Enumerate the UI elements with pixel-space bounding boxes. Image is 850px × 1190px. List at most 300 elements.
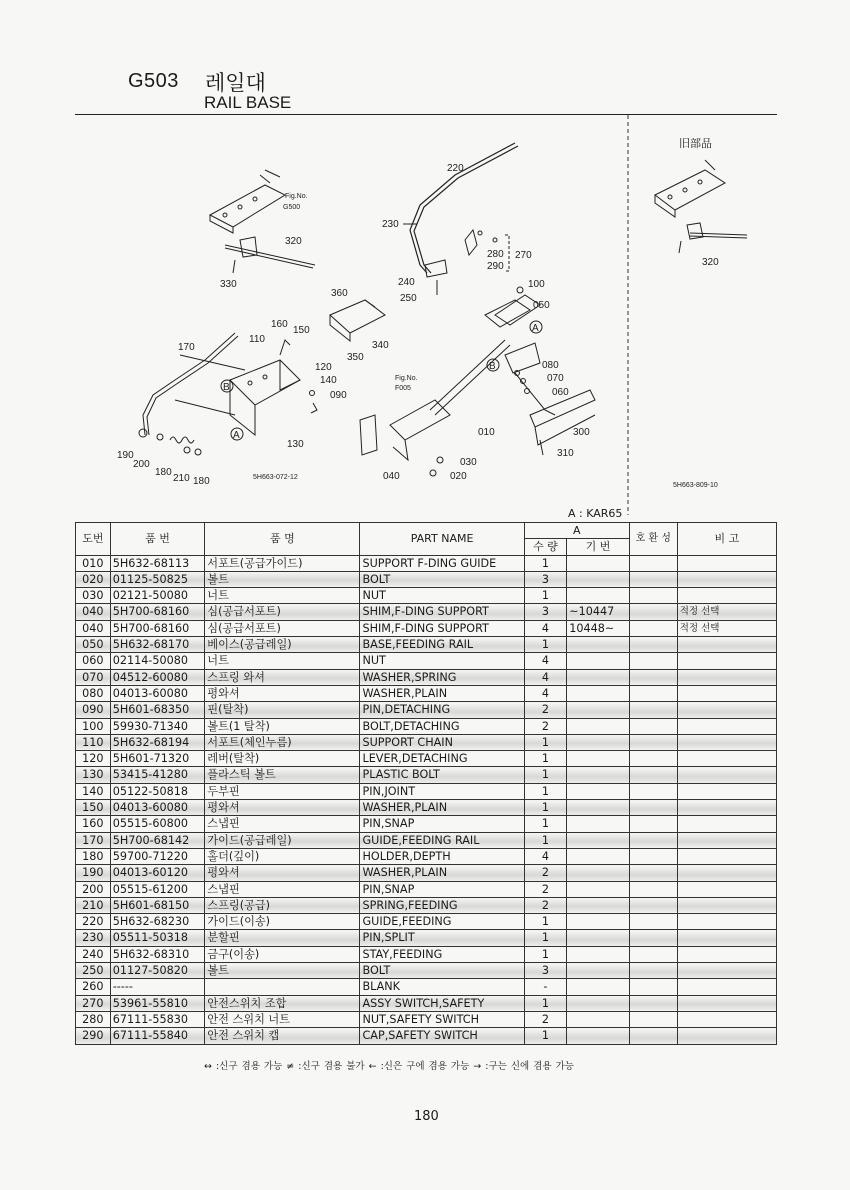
cell-serial bbox=[567, 816, 630, 832]
cell-serial bbox=[567, 865, 630, 881]
cell-remarks bbox=[677, 963, 776, 979]
cell-exchange bbox=[629, 995, 677, 1011]
cell-part-no: 5H632-68194 bbox=[110, 734, 205, 750]
cell-part-no: 5H601-68150 bbox=[110, 897, 205, 913]
cell-qty: 3 bbox=[524, 963, 567, 979]
cell-part-name: WASHER,PLAIN bbox=[360, 800, 524, 816]
cell-name-ko: 스냅핀 bbox=[205, 881, 360, 897]
cell-remarks bbox=[677, 946, 776, 962]
cell-part-name: SHIM,F-DING SUPPORT bbox=[360, 620, 524, 636]
cell-part-name: SPRING,FEEDING bbox=[360, 897, 524, 913]
cell-part-name: HOLDER,DEPTH bbox=[360, 848, 524, 864]
cell-remarks bbox=[677, 979, 776, 995]
table-row bbox=[76, 995, 777, 1011]
cell-part-name: WASHER,PLAIN bbox=[360, 685, 524, 701]
cell-remarks bbox=[677, 914, 776, 930]
table-row bbox=[76, 637, 777, 653]
header-serial: 기 번 bbox=[567, 539, 630, 555]
cell-ref-no: 050 bbox=[76, 637, 111, 653]
cell-exchange bbox=[629, 718, 677, 734]
svg-text:060: 060 bbox=[552, 387, 569, 398]
parts-table bbox=[75, 522, 777, 1045]
cell-qty: 1 bbox=[524, 637, 567, 653]
cell-part-name: GUIDE,FEEDING bbox=[360, 914, 524, 930]
cell-name-ko: 심(공급서포트) bbox=[205, 604, 360, 620]
svg-text:360: 360 bbox=[331, 288, 348, 299]
cell-name-ko: 분할핀 bbox=[205, 930, 360, 946]
cell-serial bbox=[567, 1011, 630, 1027]
svg-text:130: 130 bbox=[287, 439, 304, 450]
cell-qty: 1 bbox=[524, 751, 567, 767]
cell-part-name: PIN,DETACHING bbox=[360, 702, 524, 718]
page-number: 180 bbox=[414, 1109, 439, 1124]
header-no: 도번 bbox=[76, 523, 111, 556]
lever-block bbox=[330, 300, 385, 341]
cell-qty: 1 bbox=[524, 816, 567, 832]
compatibility-legend: ↔ :신구 겸용 가능 ≠ :신구 겸용 불가 ← :신은 구에 겸용 가능 → :구는 신에 겸용 가능 bbox=[204, 1061, 574, 1072]
cell-qty: 1 bbox=[524, 995, 567, 1011]
cell-serial bbox=[567, 637, 630, 653]
cell-remarks bbox=[677, 865, 776, 881]
cell-ref-no: 070 bbox=[76, 669, 111, 685]
cell-remarks bbox=[677, 848, 776, 864]
cell-qty: 3 bbox=[524, 571, 567, 587]
cell-qty: 1 bbox=[524, 800, 567, 816]
table-row bbox=[76, 800, 777, 816]
cell-remarks bbox=[677, 734, 776, 750]
svg-text:070: 070 bbox=[547, 373, 564, 384]
cell-remarks bbox=[677, 832, 776, 848]
cell-part-name: BOLT bbox=[360, 571, 524, 587]
cell-exchange bbox=[629, 914, 677, 930]
cell-name-ko: 금구(이송) bbox=[205, 946, 360, 962]
cell-name-ko: 가이드(이송) bbox=[205, 914, 360, 930]
svg-text:A: A bbox=[532, 323, 539, 334]
cell-part-name: SHIM,F-DING SUPPORT bbox=[360, 604, 524, 620]
cell-qty: 1 bbox=[524, 734, 567, 750]
cell-remarks bbox=[677, 718, 776, 734]
table-row bbox=[76, 751, 777, 767]
table-row bbox=[76, 832, 777, 848]
table-row bbox=[76, 914, 777, 930]
header-qty: 수 량 bbox=[524, 539, 567, 555]
svg-text:350: 350 bbox=[347, 352, 364, 363]
svg-text:210: 210 bbox=[173, 473, 190, 484]
cell-name-ko: 스냅핀 bbox=[205, 816, 360, 832]
cell-remarks bbox=[677, 571, 776, 587]
cell-remarks bbox=[677, 930, 776, 946]
cell-remarks bbox=[677, 1011, 776, 1027]
cell-qty: 2 bbox=[524, 881, 567, 897]
cell-remarks bbox=[677, 767, 776, 783]
svg-text:300: 300 bbox=[573, 427, 590, 438]
cell-name-ko: 서포트(공급가이드) bbox=[205, 555, 360, 571]
cell-exchange bbox=[629, 832, 677, 848]
svg-text:090: 090 bbox=[330, 390, 347, 401]
table-row bbox=[76, 1011, 777, 1027]
cell-ref-no: 220 bbox=[76, 914, 111, 930]
cell-remarks: 적정 선택 bbox=[677, 604, 776, 620]
cell-exchange bbox=[629, 767, 677, 783]
header-group-a: A bbox=[524, 523, 629, 539]
cell-name-ko: 볼트(1 탈착) bbox=[205, 718, 360, 734]
cell-ref-no: 190 bbox=[76, 865, 111, 881]
old-parts-label: 旧部品 bbox=[679, 137, 712, 150]
cell-exchange bbox=[629, 930, 677, 946]
cell-exchange bbox=[629, 702, 677, 718]
cell-part-no: 5H601-68350 bbox=[110, 702, 205, 718]
table-row bbox=[76, 897, 777, 913]
cell-part-no: 05515-60800 bbox=[110, 816, 205, 832]
cell-qty: 4 bbox=[524, 669, 567, 685]
cell-exchange bbox=[629, 571, 677, 587]
plate-assembly-g500 bbox=[210, 170, 315, 273]
table-row bbox=[76, 718, 777, 734]
svg-text:110: 110 bbox=[249, 334, 265, 345]
cell-name-ko: 스프링(공급) bbox=[205, 897, 360, 913]
cell-part-no: 5H700-68160 bbox=[110, 604, 205, 620]
table-row bbox=[76, 620, 777, 636]
cell-qty: 4 bbox=[524, 685, 567, 701]
svg-text:B: B bbox=[223, 382, 230, 393]
cell-serial: 10448~ bbox=[567, 620, 630, 636]
cell-serial bbox=[567, 669, 630, 685]
cell-part-name: BLANK bbox=[360, 979, 524, 995]
cell-exchange bbox=[629, 800, 677, 816]
cell-name-ko: 평와셔 bbox=[205, 800, 360, 816]
cell-part-name: NUT bbox=[360, 653, 524, 669]
cell-name-ko: 두부핀 bbox=[205, 783, 360, 799]
cell-serial bbox=[567, 702, 630, 718]
cell-remarks bbox=[677, 685, 776, 701]
svg-text:340: 340 bbox=[372, 340, 389, 351]
cell-ref-no: 240 bbox=[76, 946, 111, 962]
cell-exchange bbox=[629, 653, 677, 669]
svg-text:150: 150 bbox=[293, 325, 310, 336]
cell-qty: 1 bbox=[524, 767, 567, 783]
cell-name-ko: 평와셔 bbox=[205, 865, 360, 881]
cell-serial bbox=[567, 767, 630, 783]
table-row bbox=[76, 653, 777, 669]
cell-remarks bbox=[677, 751, 776, 767]
cell-serial bbox=[567, 685, 630, 701]
cell-part-name: STAY,FEEDING bbox=[360, 946, 524, 962]
svg-text:230: 230 bbox=[382, 219, 399, 230]
svg-text:200: 200 bbox=[133, 459, 150, 470]
table-row bbox=[76, 702, 777, 718]
cell-part-name: BOLT bbox=[360, 963, 524, 979]
cell-serial: ~10447 bbox=[567, 604, 630, 620]
svg-text:G500: G500 bbox=[283, 204, 301, 211]
cell-remarks bbox=[677, 653, 776, 669]
svg-text:160: 160 bbox=[271, 319, 288, 330]
cell-part-no: 05515-61200 bbox=[110, 881, 205, 897]
cell-serial bbox=[567, 881, 630, 897]
cell-part-name: WASHER,SPRING bbox=[360, 669, 524, 685]
cell-serial bbox=[567, 1028, 630, 1044]
cell-ref-no: 260 bbox=[76, 979, 111, 995]
cell-ref-no: 010 bbox=[76, 555, 111, 571]
cell-remarks bbox=[677, 783, 776, 799]
cell-name-ko: 볼트 bbox=[205, 963, 360, 979]
svg-text:F005: F005 bbox=[395, 385, 411, 392]
cell-exchange bbox=[629, 816, 677, 832]
diagram-svg bbox=[75, 115, 777, 520]
cell-ref-no: 100 bbox=[76, 718, 111, 734]
cell-serial bbox=[567, 571, 630, 587]
svg-text:140: 140 bbox=[320, 375, 337, 386]
table-row bbox=[76, 979, 777, 995]
table-row bbox=[76, 946, 777, 962]
cell-ref-no: 130 bbox=[76, 767, 111, 783]
cell-remarks bbox=[677, 800, 776, 816]
cell-name-ko: 너트 bbox=[205, 653, 360, 669]
cell-part-no: 02114-50080 bbox=[110, 653, 205, 669]
cell-part-no: 5H632-68170 bbox=[110, 637, 205, 653]
cell-ref-no: 030 bbox=[76, 588, 111, 604]
cell-remarks bbox=[677, 669, 776, 685]
cell-serial bbox=[567, 800, 630, 816]
cell-exchange bbox=[629, 669, 677, 685]
cell-exchange bbox=[629, 685, 677, 701]
cell-ref-no: 040 bbox=[76, 604, 111, 620]
svg-text:030: 030 bbox=[460, 457, 477, 468]
svg-text:270: 270 bbox=[515, 250, 532, 261]
cell-remarks: 적정 선택 bbox=[677, 620, 776, 636]
cell-part-no: 04013-60080 bbox=[110, 685, 205, 701]
cell-part-no: 04013-60080 bbox=[110, 800, 205, 816]
cell-name-ko: 서포트(체인누름) bbox=[205, 734, 360, 750]
cell-part-name: PIN,SNAP bbox=[360, 816, 524, 832]
cell-exchange bbox=[629, 588, 677, 604]
cell-ref-no: 170 bbox=[76, 832, 111, 848]
header-name-ko: 품 명 bbox=[205, 523, 360, 556]
cell-name-ko: 홀더(깊이) bbox=[205, 848, 360, 864]
header-part-no: 품 번 bbox=[110, 523, 205, 556]
cell-ref-no: 270 bbox=[76, 995, 111, 1011]
cell-exchange bbox=[629, 1028, 677, 1044]
svg-text:280: 280 bbox=[487, 249, 504, 260]
cell-part-name: CAP,SAFETY SWITCH bbox=[360, 1028, 524, 1044]
svg-text:100: 100 bbox=[528, 279, 545, 290]
cell-serial bbox=[567, 653, 630, 669]
svg-text:010: 010 bbox=[478, 427, 495, 438]
cell-ref-no: 250 bbox=[76, 963, 111, 979]
parts-table-body bbox=[76, 555, 777, 1044]
table-row bbox=[76, 783, 777, 799]
cell-ref-no: 180 bbox=[76, 848, 111, 864]
svg-text:190: 190 bbox=[117, 450, 134, 461]
cell-exchange bbox=[629, 1011, 677, 1027]
svg-text:180: 180 bbox=[193, 476, 210, 487]
cell-ref-no: 280 bbox=[76, 1011, 111, 1027]
svg-text:Fig.No.: Fig.No. bbox=[285, 193, 308, 200]
cell-part-name: PIN,JOINT bbox=[360, 783, 524, 799]
cell-part-name: PIN,SNAP bbox=[360, 881, 524, 897]
cell-exchange bbox=[629, 555, 677, 571]
cell-exchange bbox=[629, 963, 677, 979]
cell-part-name: WASHER,PLAIN bbox=[360, 865, 524, 881]
cell-exchange bbox=[629, 979, 677, 995]
cell-remarks bbox=[677, 816, 776, 832]
cell-part-name: NUT,SAFETY SWITCH bbox=[360, 1011, 524, 1027]
cell-serial bbox=[567, 751, 630, 767]
cell-part-no: 5H700-68142 bbox=[110, 832, 205, 848]
cell-ref-no: 210 bbox=[76, 897, 111, 913]
cell-remarks bbox=[677, 897, 776, 913]
guide-rail-assembly bbox=[143, 333, 317, 435]
cell-qty: 1 bbox=[524, 832, 567, 848]
cell-serial bbox=[567, 734, 630, 750]
cell-part-no: 67111-55830 bbox=[110, 1011, 205, 1027]
cell-serial bbox=[567, 897, 630, 913]
cell-part-name: PLASTIC BOLT bbox=[360, 767, 524, 783]
cell-part-name: BOLT,DETACHING bbox=[360, 718, 524, 734]
cell-qty: 1 bbox=[524, 783, 567, 799]
svg-text:290: 290 bbox=[487, 261, 504, 272]
cell-part-no: 59700-71220 bbox=[110, 848, 205, 864]
table-row bbox=[76, 555, 777, 571]
cell-remarks bbox=[677, 1028, 776, 1044]
svg-text:B: B bbox=[489, 361, 496, 372]
cell-exchange bbox=[629, 637, 677, 653]
svg-text:320: 320 bbox=[702, 257, 719, 268]
table-row bbox=[76, 865, 777, 881]
cell-ref-no: 160 bbox=[76, 816, 111, 832]
cell-exchange bbox=[629, 604, 677, 620]
cell-name-ko: 심(공급서포트) bbox=[205, 620, 360, 636]
cell-name-ko: 스프링 와셔 bbox=[205, 669, 360, 685]
cell-qty: 2 bbox=[524, 897, 567, 913]
cell-serial bbox=[567, 588, 630, 604]
cell-name-ko: 너트 bbox=[205, 588, 360, 604]
cell-ref-no: 290 bbox=[76, 1028, 111, 1044]
svg-text:A: A bbox=[233, 430, 240, 441]
cell-remarks bbox=[677, 588, 776, 604]
cell-part-no: 5H601-71320 bbox=[110, 751, 205, 767]
svg-text:170: 170 bbox=[178, 342, 195, 353]
cell-name-ko: 안전 스위치 너트 bbox=[205, 1011, 360, 1027]
table-row bbox=[76, 848, 777, 864]
cell-remarks bbox=[677, 702, 776, 718]
cell-name-ko: 안전 스위치 캡 bbox=[205, 1028, 360, 1044]
table-row bbox=[76, 881, 777, 897]
cell-qty: 1 bbox=[524, 1028, 567, 1044]
cell-part-name: LEVER,DETACHING bbox=[360, 751, 524, 767]
cell-ref-no: 020 bbox=[76, 571, 111, 587]
cell-remarks bbox=[677, 995, 776, 1011]
cell-exchange bbox=[629, 897, 677, 913]
table-row bbox=[76, 685, 777, 701]
table-row bbox=[76, 734, 777, 750]
cell-name-ko: 플라스틱 볼트 bbox=[205, 767, 360, 783]
cell-ref-no: 110 bbox=[76, 734, 111, 750]
svg-text:040: 040 bbox=[383, 471, 400, 482]
cell-exchange bbox=[629, 881, 677, 897]
exploded-parts-diagram bbox=[75, 115, 777, 520]
cell-part-no: 67111-55840 bbox=[110, 1028, 205, 1044]
cell-qty: 2 bbox=[524, 702, 567, 718]
cell-part-no: 02121-50080 bbox=[110, 588, 205, 604]
cell-qty: 1 bbox=[524, 930, 567, 946]
cell-serial bbox=[567, 832, 630, 848]
cell-ref-no: 090 bbox=[76, 702, 111, 718]
cell-part-name: NUT bbox=[360, 588, 524, 604]
cell-exchange bbox=[629, 734, 677, 750]
section-title-korean: 레일대 bbox=[205, 71, 266, 95]
cell-part-no: 5H632-68230 bbox=[110, 914, 205, 930]
header-part-name: PART NAME bbox=[360, 523, 524, 556]
cell-remarks bbox=[677, 555, 776, 571]
svg-text:Fig.No.: Fig.No. bbox=[395, 375, 418, 382]
cell-qty: 1 bbox=[524, 555, 567, 571]
svg-text:120: 120 bbox=[315, 362, 332, 373]
cell-ref-no: 200 bbox=[76, 881, 111, 897]
cell-serial bbox=[567, 979, 630, 995]
cell-part-no: 04512-60080 bbox=[110, 669, 205, 685]
section-title-english: RAIL BASE bbox=[204, 93, 292, 112]
cell-serial bbox=[567, 963, 630, 979]
cell-part-name: PIN,SPLIT bbox=[360, 930, 524, 946]
cell-qty: 2 bbox=[524, 1011, 567, 1027]
cell-qty: 2 bbox=[524, 718, 567, 734]
cell-qty: 1 bbox=[524, 914, 567, 930]
svg-text:220: 220 bbox=[447, 163, 464, 174]
cell-name-ko: 볼트 bbox=[205, 571, 360, 587]
cell-ref-no: 230 bbox=[76, 930, 111, 946]
cell-qty: 4 bbox=[524, 653, 567, 669]
cell-part-no: 01125-50825 bbox=[110, 571, 205, 587]
cell-name-ko: 안전스위치 조합 bbox=[205, 995, 360, 1011]
cell-qty: 4 bbox=[524, 620, 567, 636]
cell-qty: - bbox=[524, 979, 567, 995]
cell-part-name: GUIDE,FEEDING RAIL bbox=[360, 832, 524, 848]
cell-name-ko: 베이스(공급레일) bbox=[205, 637, 360, 653]
cell-part-no: ----- bbox=[110, 979, 205, 995]
cell-name-ko: 핀(탈착) bbox=[205, 702, 360, 718]
cell-part-no: 05511-50318 bbox=[110, 930, 205, 946]
cell-exchange bbox=[629, 620, 677, 636]
table-row bbox=[76, 816, 777, 832]
cell-serial bbox=[567, 848, 630, 864]
table-row bbox=[76, 1028, 777, 1044]
cell-exchange bbox=[629, 865, 677, 881]
cell-ref-no: 040 bbox=[76, 620, 111, 636]
cell-serial bbox=[567, 946, 630, 962]
cell-exchange bbox=[629, 848, 677, 864]
svg-text:020: 020 bbox=[450, 471, 467, 482]
svg-text:250: 250 bbox=[400, 293, 417, 304]
cell-qty: 2 bbox=[524, 865, 567, 881]
cell-part-no: 5H632-68113 bbox=[110, 555, 205, 571]
cell-part-no: 5H700-68160 bbox=[110, 620, 205, 636]
cell-qty: 3 bbox=[524, 604, 567, 620]
cell-name-ko: 가이드(공급레일) bbox=[205, 832, 360, 848]
svg-text:5H663-809-10: 5H663-809-10 bbox=[673, 482, 718, 489]
cell-exchange bbox=[629, 946, 677, 962]
cell-part-no: 04013-60120 bbox=[110, 865, 205, 881]
cell-qty: 1 bbox=[524, 588, 567, 604]
old-parts-drawing bbox=[655, 160, 747, 253]
cell-ref-no: 080 bbox=[76, 685, 111, 701]
support-010-assembly bbox=[360, 300, 555, 476]
cell-exchange bbox=[629, 751, 677, 767]
svg-text:5H663-072-12: 5H663-072-12 bbox=[253, 474, 298, 481]
cell-ref-no: 150 bbox=[76, 800, 111, 816]
table-row bbox=[76, 930, 777, 946]
cell-ref-no: 140 bbox=[76, 783, 111, 799]
svg-text:180: 180 bbox=[155, 467, 172, 478]
